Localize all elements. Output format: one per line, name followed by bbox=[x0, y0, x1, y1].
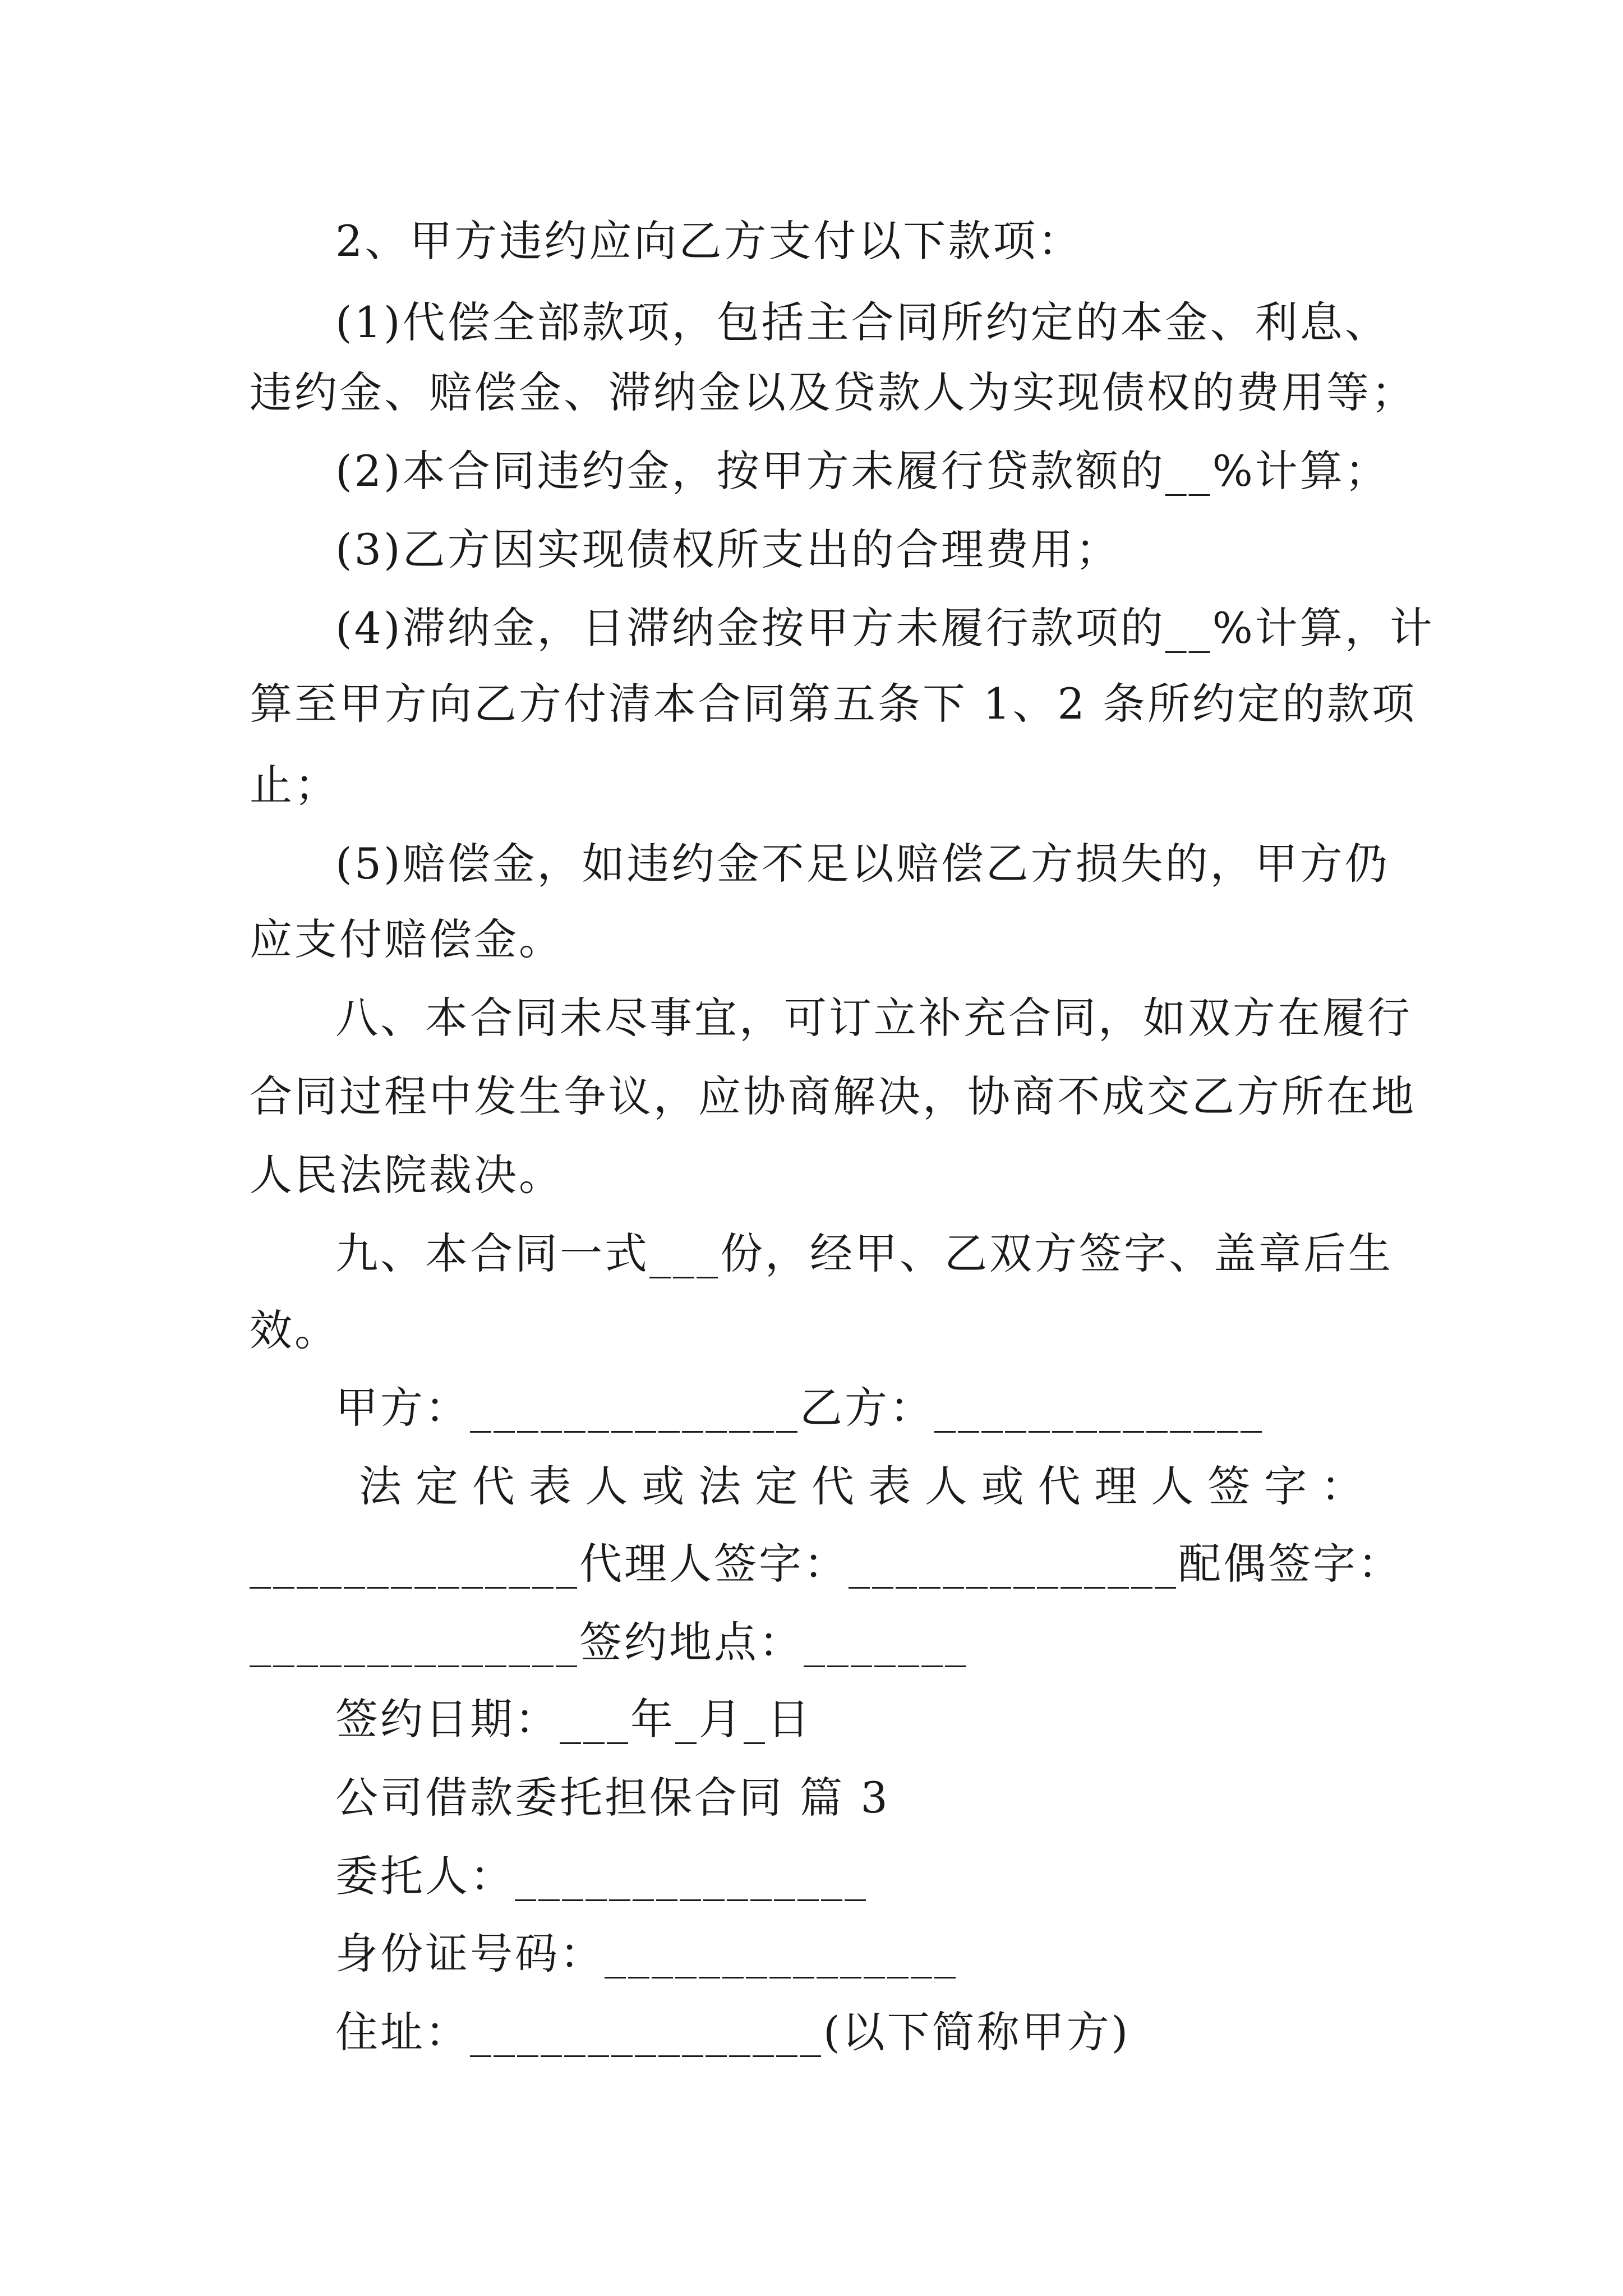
section-heading: 公司借款委托担保合同 篇 3 bbox=[335, 1773, 890, 1823]
paragraph-line: 应支付赔偿金。 bbox=[250, 914, 564, 964]
paragraph-line: (2)本合同违约金，按甲方未履行贷款额的__%计算； bbox=[335, 446, 1390, 496]
paragraph-line: 算至甲方向乙方付清本合同第五条下 1、2 条所约定的款项 bbox=[250, 679, 1417, 729]
signature-line: 甲方：______________乙方：______________ bbox=[335, 1383, 1264, 1433]
form-line: 住址：_______________(以下简称甲方) bbox=[335, 2007, 1131, 2057]
paragraph-line: 合同过程中发生争议，应协商解决，协商不成交乙方所在地 bbox=[250, 1071, 1416, 1121]
form-line: 委托人：_______________ bbox=[335, 1851, 868, 1901]
paragraph-line: 2、甲方违约应向乙方支付以下款项： bbox=[335, 216, 1083, 266]
paragraph-line: 止； bbox=[250, 760, 339, 810]
paragraph-line: (1)代偿全部款项，包括主合同所约定的本金、利息、 bbox=[335, 297, 1390, 347]
paragraph-line: 九、本合同一式___份，经甲、乙双方签字、盖章后生 bbox=[335, 1228, 1393, 1278]
paragraph-line: (3)乙方因实现债权所支出的合理费用； bbox=[335, 524, 1121, 574]
signature-line: 法定代表人或法定代表人或代理人签字： bbox=[359, 1461, 1366, 1511]
signature-line: ______________签约地点：_______ bbox=[250, 1617, 969, 1667]
paragraph-line: 效。 bbox=[250, 1305, 339, 1355]
paragraph-line: 八、本合同未尽事宜，可订立补充合同，如双方在履行 bbox=[335, 993, 1412, 1043]
paragraph-line: (5)赔偿金，如违约金不足以赔偿乙方损失的，甲方仍 bbox=[335, 839, 1390, 889]
paragraph-line: (4)滞纳金，日滞纳金按甲方未履行款项的__%计算，计 bbox=[335, 603, 1435, 653]
signature-line: ______________代理人签字：______________配偶签字： bbox=[250, 1539, 1403, 1589]
paragraph-line: 违约金、赔偿金、滞纳金以及贷款人为实现债权的费用等； bbox=[250, 367, 1416, 417]
paragraph-line: 人民法院裁决。 bbox=[250, 1150, 564, 1200]
signature-line: 签约日期：___年_月_日 bbox=[335, 1694, 812, 1744]
form-line: 身份证号码：_______________ bbox=[335, 1929, 958, 1978]
